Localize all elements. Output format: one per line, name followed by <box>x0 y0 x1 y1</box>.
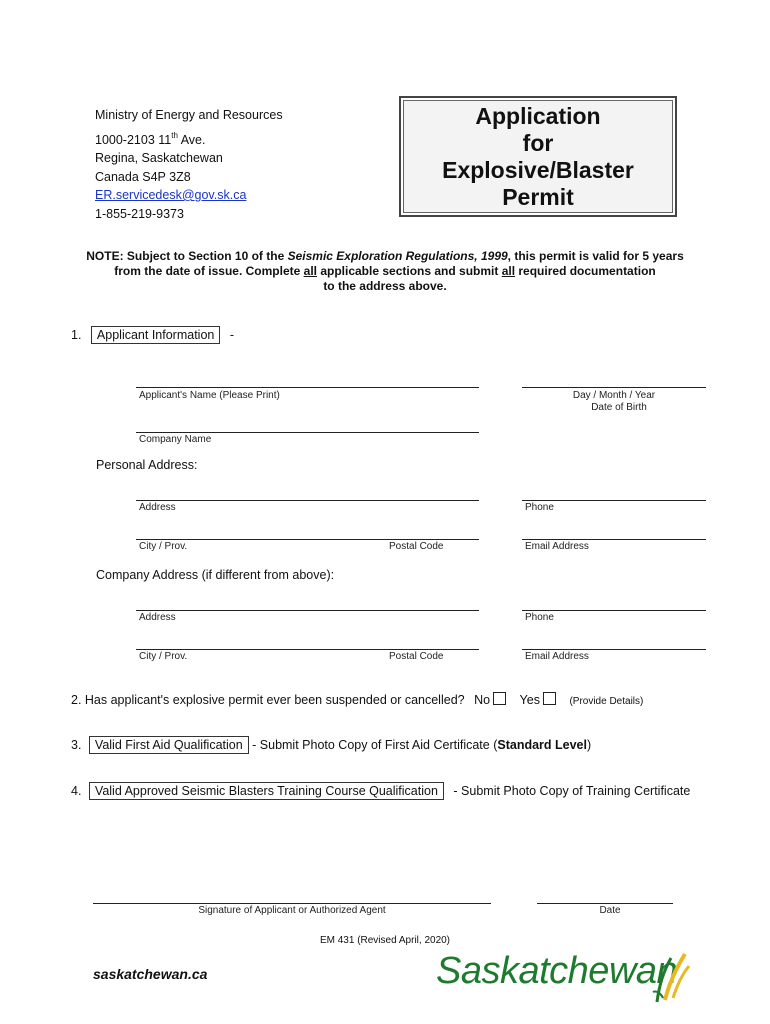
email-link[interactable]: ER.servicedesk@gov.sk.ca <box>95 188 247 202</box>
company-phone-line[interactable] <box>522 610 706 611</box>
country-postal: Canada S4P 3Z8 <box>95 169 191 184</box>
personal-city-label: City / Prov. <box>139 541 188 552</box>
title-line-3: Explosive/Blaster <box>442 156 634 183</box>
title-line-4: Permit <box>502 183 574 210</box>
date-of-birth-line[interactable] <box>522 387 706 388</box>
date-line[interactable] <box>537 903 673 904</box>
ministry-name: Ministry of Energy and Resources <box>95 108 283 122</box>
company-city-postal-line[interactable] <box>136 649 479 650</box>
company-email-label: Email Address <box>525 651 589 662</box>
saskatchewan-logo <box>436 950 677 993</box>
company-address-line[interactable] <box>136 610 479 611</box>
company-city-label: City / Prov. <box>139 651 188 662</box>
signature-line[interactable] <box>93 903 491 904</box>
personal-address-label: Address <box>139 502 176 513</box>
personal-phone-line[interactable] <box>522 500 706 501</box>
personal-phone-label: Phone <box>525 502 554 513</box>
company-address-heading: Company Address (if different from above): <box>96 568 335 582</box>
wheat-icon <box>649 946 693 1004</box>
dob-format-label: Day / Month / Year <box>572 390 656 401</box>
personal-address-line[interactable] <box>136 500 479 501</box>
section-3-first-aid: 3. Valid First Aid Qualification - Submit Photo Copy of First Aid Certificate (Standard Level) <box>71 738 592 752</box>
personal-email-label: Email Address <box>525 541 589 552</box>
city: Regina, Saskatchewan <box>95 151 223 165</box>
company-name-label: Company Name <box>139 434 212 445</box>
provide-details-note: (Provide Details) <box>569 696 644 707</box>
section-4-training: 4. Valid Approved Seismic Blasters Training Course Qualification - Submit Photo Copy of Training Certificate <box>71 784 691 798</box>
section-2-question: 2. Has applicant's explosive permit ever been suspended or cancelled? No Yes (Provide Details) <box>71 693 644 707</box>
applicant-name-line[interactable] <box>136 387 479 388</box>
personal-email-line[interactable] <box>522 539 706 540</box>
company-phone-label: Phone <box>525 612 554 623</box>
no-checkbox[interactable] <box>493 692 506 705</box>
logo-wordmark: Saskatchewan <box>436 950 678 992</box>
dob-label: Date of Birth <box>591 402 647 413</box>
first-aid-label: Valid First Aid Qualification <box>89 736 249 754</box>
title-line-1: Application <box>475 102 601 129</box>
date-label: Date <box>599 905 621 916</box>
no-option-label: No <box>474 693 491 707</box>
personal-city-postal-line[interactable] <box>136 539 479 540</box>
website-link[interactable]: saskatchewan.ca <box>93 966 208 982</box>
company-email-line[interactable] <box>522 649 706 650</box>
company-name-line[interactable] <box>136 432 479 433</box>
title-line-2: for <box>522 129 554 156</box>
yes-option-label: Yes <box>519 693 540 707</box>
ministry-address-block <box>95 106 283 223</box>
yes-checkbox[interactable] <box>543 692 556 705</box>
form-title-box <box>399 96 677 217</box>
section-1-heading: 1. Applicant Information - <box>71 328 235 342</box>
personal-postal-label: Postal Code <box>389 541 444 552</box>
phone-number: 1-855-219-9373 <box>95 206 184 221</box>
signature-label: Signature of Applicant or Authorized Agent <box>198 905 386 916</box>
company-address-label: Address <box>139 612 176 623</box>
street-address: 1000-2103 11th Ave. <box>95 130 206 147</box>
personal-address-heading: Personal Address: <box>96 458 198 472</box>
applicant-information-label: Applicant Information <box>91 326 220 344</box>
training-qualification-label: Valid Approved Seismic Blasters Training Course Qualification <box>89 782 444 800</box>
applicant-name-label: Applicant's Name (Please Print) <box>139 390 280 401</box>
form-code: EM 431 (Revised April, 2020) <box>319 935 451 946</box>
company-postal-label: Postal Code <box>389 651 444 662</box>
validity-note: NOTE: Subject to Section 10 of the Seismic Exploration Regulations, 1999, this permit is valid for 5 years from the date of issue. Complete all applicable sections and submit all required documentation to the address above. <box>86 249 684 293</box>
